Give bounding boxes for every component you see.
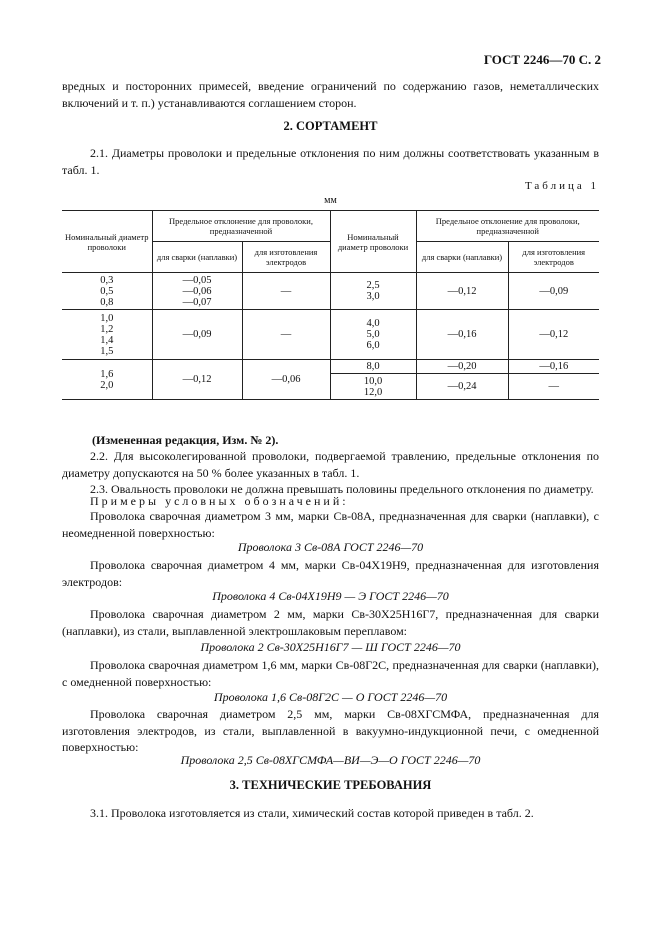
example-2-code: Проволока 4 Св-04Х19Н9 — Э ГОСТ 2246—70 <box>212 589 449 603</box>
diameter-table <box>62 210 599 400</box>
page-header: ГОСТ 2246—70 С. 2 <box>483 52 601 67</box>
header-nominal-diameter: Номинальный диаметр проволоки <box>62 211 152 273</box>
header-electrodes-2: для изготовления электродов <box>508 242 599 273</box>
example-5-text: Проволока сварочная диаметром 2,5 мм, марки Св-08ХГСМФА, предназначенная для изготовления электродов, из стали, выплавленной в вакуумно-индукционной печи, с омедненной поверхностью: <box>62 707 599 754</box>
example-2-text: Проволока сварочная диаметром 4 мм, марки Св-04Х19Н9, предназначенная для изготовления электродов: <box>62 558 599 589</box>
table-cell: —0,16 <box>416 310 508 360</box>
table-cell: —0,12 <box>152 360 242 400</box>
table-cell: 1,6 2,0 <box>62 360 152 400</box>
table-cell: —0,09 <box>508 273 599 310</box>
table-cell: —0,05 —0,06 —0,07 <box>152 273 242 310</box>
table-cell: 4,0 5,0 6,0 <box>330 310 416 360</box>
header-deviation: Предельное отклонение для проволоки, предназначенной <box>152 211 330 242</box>
table-cell: 10,0 12,0 <box>330 374 416 400</box>
example-3-text: Проволока сварочная диаметром 2 мм, марки Св-30Х25Н16Г7, предназначенная для сварки (наплавки), из стали, выплавленной электрошлаковым переплавом: <box>62 607 599 638</box>
header-welding-2: для сварки (наплавки) <box>416 242 508 273</box>
section-3-title: 3. ТЕХНИЧЕСКИЕ ТРЕБОВАНИЯ <box>229 778 432 792</box>
table-cell: 8,0 <box>330 360 416 374</box>
examples-title: Примеры условных обозначений: <box>90 494 349 508</box>
header-deviation-2: Предельное отклонение для проволоки, предназначенной <box>416 211 599 242</box>
paragraph-2-1: 2.1. Диаметры проволоки и предельные отклонения по ним должны соответствовать указанным в табл. 1. <box>62 146 599 177</box>
paragraph-2-2: 2.2. Для высоколегированной проволоки, подвергаемой травлению, предельные отклонения по диаметру допускаются на 50 % более указанных в табл. 1. <box>62 449 599 480</box>
table-cell: —0,09 <box>152 310 242 360</box>
example-1-code: Проволока 3 Св-08А ГОСТ 2246—70 <box>237 540 424 554</box>
paragraph-3-1: 3.1. Проволока изготовляется из стали, химический состав которой приведен в табл. 2. <box>90 806 534 820</box>
table-cell: 0,3 0,5 0,8 <box>62 273 152 310</box>
example-1-text: Проволока сварочная диаметром 3 мм, марки Св-08А, предназначенная для сварки (наплавки), с неомедненной поверхностью: <box>62 509 599 540</box>
table-cell: —0,24 <box>416 374 508 400</box>
paragraph-2-3: 2.3. Овальность проволоки не должна превышать половины предельного отклонения по диаметру. <box>90 482 594 496</box>
table-cell: — <box>242 273 330 310</box>
table-cell: —0,06 <box>242 360 330 400</box>
table-cell: — <box>508 374 599 400</box>
example-5-code: Проволока 2,5 Св-08ХГСМФА—ВИ—Э—О ГОСТ 2246—70 <box>180 753 481 767</box>
edition-note: (Измененная редакция, Изм. № 2). <box>92 433 279 447</box>
example-3-code: Проволока 2 Св-30Х25Н16Г7 — Ш ГОСТ 2246—70 <box>200 640 461 654</box>
table-caption: Таблица 1 <box>524 180 599 192</box>
table-unit: мм <box>324 195 337 206</box>
table-cell: —0,12 <box>416 273 508 310</box>
intro-paragraph: вредных и посторонних примесей, введение ограничений по содержанию газов, неметаллических включений и т. п.) устанавливаются соглашением сторон. <box>62 79 599 110</box>
table-cell: — <box>242 310 330 360</box>
table-cell: 2,5 3,0 <box>330 273 416 310</box>
header-welding: для сварки (наплавки) <box>152 242 242 273</box>
section-2-title: 2. СОРТАМЕНТ <box>283 119 378 133</box>
table-cell: 1,0 1,2 1,4 1,5 <box>62 310 152 360</box>
example-4-text: Проволока сварочная диаметром 1,6 мм, марки Св-08Г2С, предназначенная для сварки (наплавки), с омедненной поверхностью: <box>62 658 599 689</box>
example-4-code: Проволока 1,6 Св-08Г2С — О ГОСТ 2246—70 <box>213 690 448 704</box>
table-cell: —0,12 <box>508 310 599 360</box>
header-nominal-diameter-2: Номинальный диаметр проволоки <box>330 211 416 273</box>
table-cell: —0,20 <box>416 360 508 374</box>
table-cell: —0,16 <box>508 360 599 374</box>
header-electrodes: для изготовления электродов <box>242 242 330 273</box>
